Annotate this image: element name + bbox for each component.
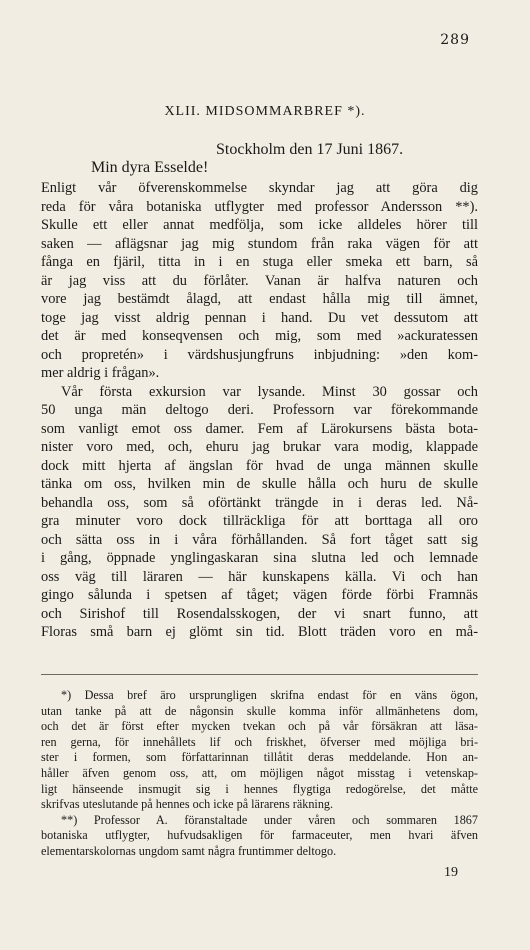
body-line: saken — aflägsnar jag mig stundom från raka vägen för att [41, 235, 478, 252]
footnote-line: skrifvas uteslutande på hennes och icke på lärarens räkning. [41, 797, 334, 812]
footnotes [41, 688, 478, 860]
body-line: behandla oss, som så oförtänkt trängde in i deras led. Nå- [41, 494, 478, 511]
body-line: det är med konseqvensen och mig, som med »ackuratessen [41, 328, 478, 344]
page-number: 289 [440, 32, 470, 48]
body-line: dock mitt hjerta af ängslan för hvad de unga männen skulle [41, 457, 478, 474]
body-line: Enligt vår öfverenskommelse skyndar jag att göra dig [41, 180, 478, 196]
body-line: i gång, öppnade ynglingaskaran sina slutna led och lemnade [41, 550, 478, 566]
body-line: Vår första exkursion var lysande. Minst 30 gossar och [61, 383, 478, 400]
footnote-line: **) Professor A. föranstaltade under våren och sommaren 1867 [61, 812, 478, 827]
body-line: mer aldrig i frågan». [41, 365, 160, 381]
footnote-line: botaniska utflygter, hufvudsakligen för farmaceuter, men hvari äfven [41, 828, 478, 843]
body-line: är jag viss att du förlåter. Vanan är halfva naturen och [41, 272, 478, 289]
body-line: gingo sålunda i spetsen af tåget; vägen förde förbi Framnäs [41, 587, 478, 603]
footnote-line: och det är först efter mycken tvekan och på vår försäkran att läsa- [41, 719, 478, 734]
signature-mark: 19 [444, 865, 458, 880]
body-line: toge jag visst aldrig pennan i hand. Du vet dessutom att [41, 309, 478, 326]
body-line: tänka om oss, hvilken min de skulle hålla och huru de skulle [41, 476, 478, 492]
body-line: oss väg till läraren — här kunskapens källa. Vi och han [41, 568, 478, 585]
footnote-line: *) Dessa bref äro ursprungligen skrifna endast för en väns ögon, [61, 688, 478, 702]
footnote-line: ren gerna, för innehållets lif och friskhet, öfverser med möjliga bri- [41, 734, 478, 749]
body-line: fånga en fjäril, titta in i en stuga eller smeka ett barn, så [41, 254, 478, 270]
footnote-line: utan tanke på att de någonsin skulle komma inför allmänhetens dom, [41, 703, 478, 718]
footnote-line: håller äfven genom oss, att, om möjligen något misstag i vetenskap- [41, 765, 478, 780]
body-line: som vanligt emot oss damer. Fem af Lärokursens bästa bota- [41, 420, 478, 437]
body-line: och propretén» i värdshusjungfruns inbjudning: »den kom- [41, 346, 478, 363]
footnote-line: ster i formen, som författarinnan tillåtit deras meddelande. Hon an- [41, 750, 478, 765]
footnote-line: elementarskolornas ungdom samt några fruntimmer deltogo. [41, 843, 337, 858]
footnote-divider [41, 674, 478, 675]
body-line: och Sirishof till Rosendalsskogen, der vi snart funno, att [41, 605, 478, 622]
greeting: Min dyra Esselde! [91, 159, 209, 176]
body-line: reda för våra botaniska utflygter med professor Andersson **). [41, 198, 478, 215]
body-line: Floras små barn ej glömt sin tid. Blott träden voro en må- [41, 624, 478, 640]
body-line: 50 unga män deltogo deri. Professorn var förekommande [41, 402, 478, 418]
body-line: och sätta oss in i våra förhållanden. Så fort tåget satt sig [41, 531, 478, 548]
body-line: nister voro med, och, ehuru jag brukar vara modig, klappade [41, 439, 478, 455]
chapter-title: XLII. MIDSOMMARBREF *). [164, 104, 366, 119]
body-text [41, 179, 478, 642]
body-line: vore jag bestämdt ålagd, att endast hålla mig till ämnet, [41, 291, 478, 307]
footnote-line: ligt hänseende insmugit sig i hennes flygtiga redogörelse, det måtte [41, 781, 478, 796]
place-date: Stockholm den 17 Juni 1867. [216, 141, 404, 158]
body-line: gra minuter voro dock tillräckliga för att borttaga all oro [41, 513, 478, 529]
body-line: Skulle ett eller annat medfölja, som icke alldeles hörer till [41, 217, 478, 233]
